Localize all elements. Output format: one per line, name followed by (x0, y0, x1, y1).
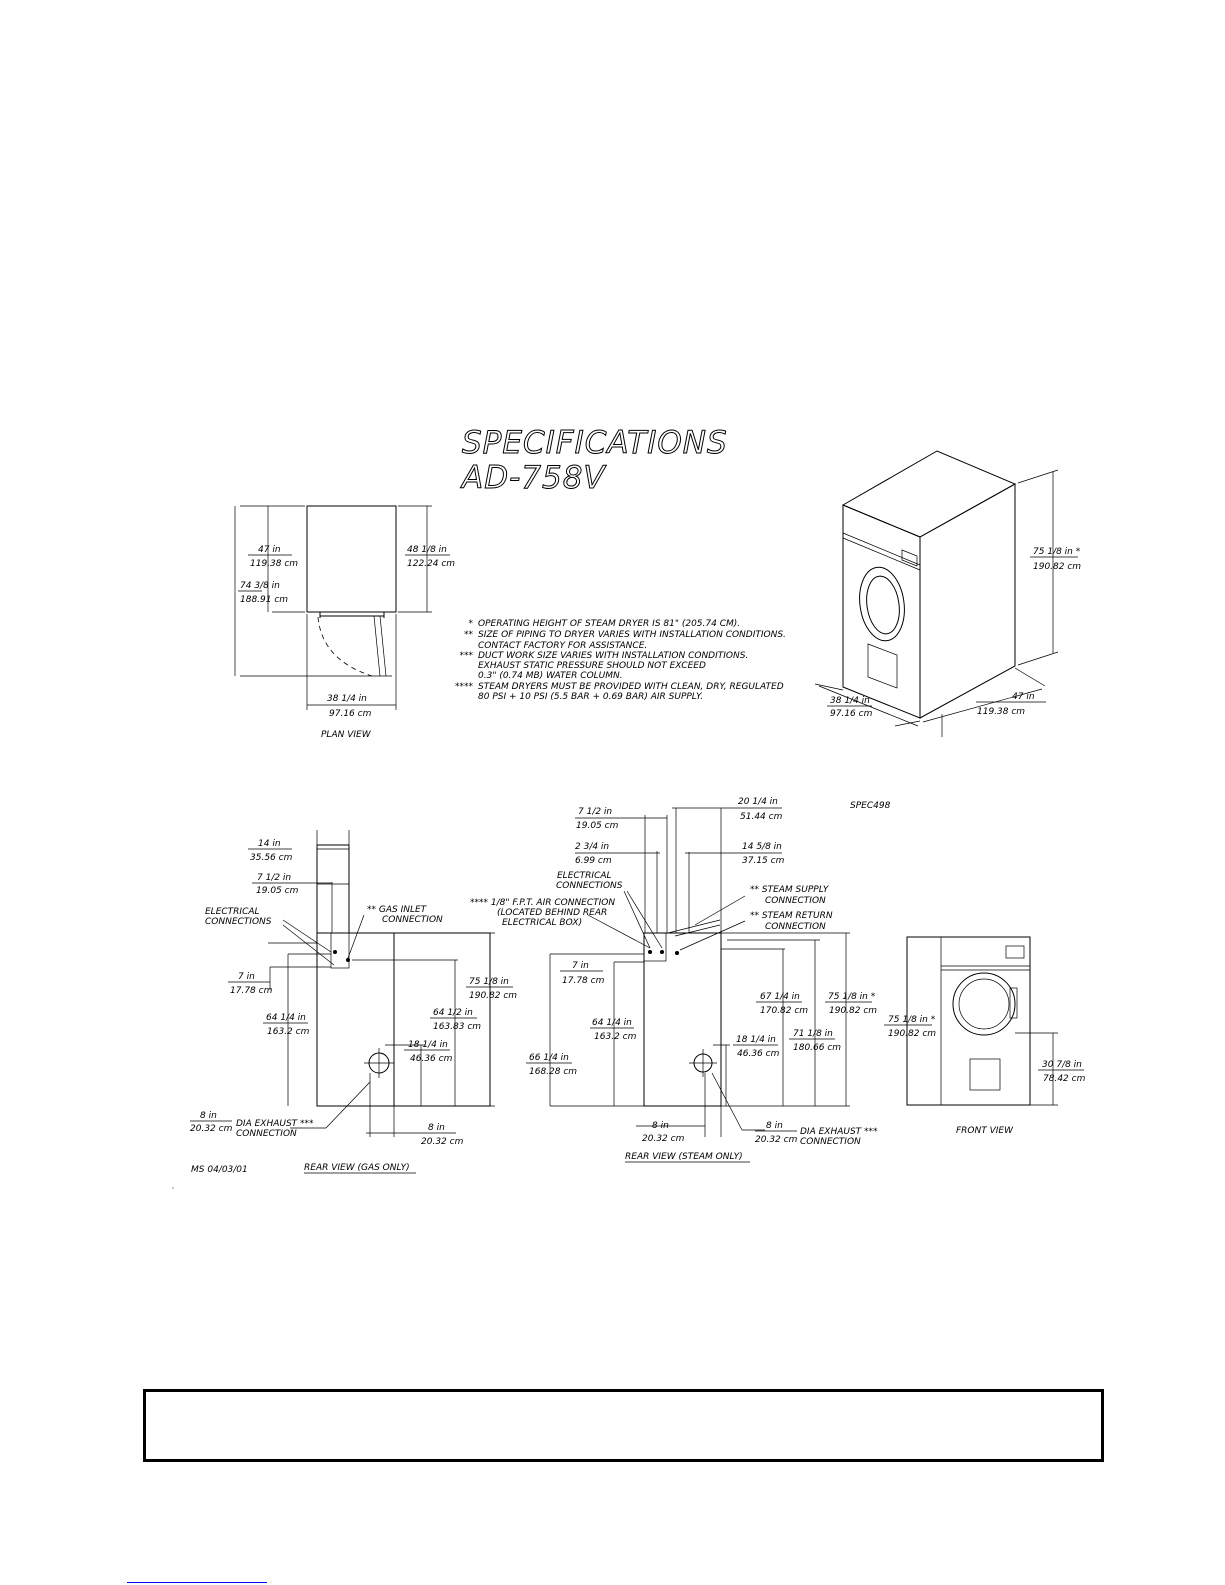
steam-h66-in: 66 1/4 in (529, 1053, 569, 1063)
footer-box (143, 1389, 1104, 1462)
gas-h64h-in: 64 1/2 in (433, 1008, 473, 1018)
steam-h64-in: 64 1/4 in (592, 1018, 632, 1028)
note-text-3: CONTACT FACTORY FOR ASSISTANCE. (478, 641, 648, 651)
note-text-5: EXHAUST STATIC PRESSURE SHOULD NOT EXCEED (478, 661, 706, 671)
note-mark-4: *** (459, 651, 473, 661)
steam-h66-cm: 168.28 cm (529, 1067, 578, 1077)
steam-exh-in: 8 in (766, 1121, 783, 1131)
gas-d8-in: 8 in (428, 1123, 445, 1133)
plan-width-cm: 97.16 cm (329, 709, 372, 719)
plan-view-label: PLAN VIEW (321, 730, 371, 740)
gas-d14-in: 14 in (258, 839, 281, 849)
steam-exh-label-1: DIA EXHAUST *** (800, 1127, 878, 1137)
gas-h64q-in: 64 1/4 in (266, 1013, 306, 1023)
gas-h64h-cm: 163.83 cm (433, 1022, 482, 1032)
gas-exh-in: 8 in (200, 1111, 217, 1121)
gas-h75-cm: 190.82 cm (469, 991, 518, 1001)
note-text-7: STEAM DRYERS MUST BE PROVIDED WITH CLEAN, DRY, REGULATED (478, 682, 784, 692)
isometric-view (815, 451, 1081, 737)
drawing-date: MS 04/03/01 (191, 1165, 248, 1175)
front-height-in: 75 1/8 in * (888, 1015, 936, 1025)
steam-h67-in: 67 1/4 in (760, 992, 800, 1002)
note-mark-1: * (468, 619, 473, 629)
gas-d14-cm: 35.56 cm (250, 853, 293, 863)
gas-d7h-cm: 19.05 cm (256, 886, 299, 896)
title-line-2: AD-758V (462, 460, 606, 496)
steam-h75-cm: 190.82 cm (829, 1006, 878, 1016)
gas-d7-cm: 17.78 cm (230, 986, 273, 996)
gas-exh-label-1: DIA EXHAUST *** (236, 1119, 314, 1129)
iso-depth-cm: 119.38 cm (977, 707, 1026, 717)
steam-h75-in: 75 1/8 in * (828, 992, 876, 1002)
plan-side-in: 48 1/8 in (407, 545, 447, 555)
steam-d7h-in: 7 1/2 in (578, 807, 613, 817)
plan-overall-in: 74 3/8 in (240, 581, 280, 591)
steam-h18-in: 18 1/4 in (736, 1035, 776, 1045)
plan-depth-cm: 119.38 cm (250, 559, 299, 569)
steam-supply-1: ** STEAM SUPPLY (750, 885, 829, 895)
steam-elec-2: CONNECTIONS (556, 881, 623, 891)
rear-view-gas (190, 830, 517, 1175)
front-view (884, 937, 1086, 1136)
steam-air-2: (LOCATED BEHIND REAR (497, 908, 608, 918)
plan-side-cm: 122.24 cm (407, 559, 456, 569)
steam-d14-in: 14 5/8 in (742, 842, 782, 852)
footer-rule (127, 1582, 267, 1583)
gas-d7-in: 7 in (238, 972, 255, 982)
steam-d14-cm: 37.15 cm (742, 856, 785, 866)
iso-depth-in: 47 in (1012, 692, 1035, 702)
steam-view-label: REAR VIEW (STEAM ONLY) (625, 1152, 743, 1162)
steam-exh-label-2: CONNECTION (800, 1137, 861, 1147)
iso-height-in: 75 1/8 in * (1033, 547, 1081, 557)
gas-elec-2: CONNECTIONS (205, 917, 272, 927)
steam-return-2: CONNECTION (765, 922, 826, 932)
gas-d8-cm: 20.32 cm (421, 1137, 464, 1147)
steam-h71-cm: 180.66 cm (793, 1043, 842, 1053)
front-depth-in: 30 7/8 in (1042, 1060, 1082, 1070)
note-mark-2: ** (464, 630, 473, 640)
spec-code: SPEC498 (850, 801, 891, 811)
steam-d7-cm: 17.78 cm (562, 976, 605, 986)
iso-width-cm: 97.16 cm (830, 709, 873, 719)
gas-exh-label-2: CONNECTION (236, 1129, 297, 1139)
rear-view-steam (470, 797, 878, 1162)
steam-d20-cm: 51.44 cm (740, 812, 783, 822)
iso-width-in: 38 1/4 in (830, 696, 870, 706)
steam-h67-cm: 170.82 cm (760, 1006, 809, 1016)
steam-d8-in: 8 in (652, 1121, 669, 1131)
steam-air-1: **** 1/8" F.P.T. AIR CONNECTION (470, 898, 616, 908)
steam-d2-in: 2 3/4 in (575, 842, 610, 852)
front-height-cm: 190.82 cm (888, 1029, 937, 1039)
iso-height-cm: 190.82 cm (1033, 562, 1082, 572)
gas-h18-cm: 46.36 cm (410, 1054, 453, 1064)
steam-d7h-cm: 19.05 cm (576, 821, 619, 831)
gas-d7h-in: 7 1/2 in (257, 873, 292, 883)
plan-width-in: 38 1/4 in (327, 694, 367, 704)
plan-overall-cm: 188.91 cm (240, 595, 289, 605)
note-text-1: OPERATING HEIGHT OF STEAM DRYER IS 81" (205.74 CM). (478, 619, 741, 629)
note-text-6: 0.3" (0.74 MB) WATER COLUMN. (478, 671, 623, 681)
front-view-label: FRONT VIEW (956, 1126, 1014, 1136)
steam-h71-in: 71 1/8 in (793, 1029, 833, 1039)
plan-depth-in: 47 in (258, 545, 281, 555)
steam-supply-2: CONNECTION (765, 896, 826, 906)
note-text-4: DUCT WORK SIZE VARIES WITH INSTALLATION CONDITIONS. (478, 651, 749, 661)
gas-inlet-1: ** GAS INLET (367, 905, 427, 915)
steam-air-3: ELECTRICAL BOX) (502, 918, 583, 928)
gas-elec-1: ELECTRICAL (205, 907, 260, 917)
steam-elec-1: ELECTRICAL (557, 871, 612, 881)
notes (455, 619, 786, 702)
gas-view-label: REAR VIEW (GAS ONLY) (304, 1163, 410, 1173)
steam-d20-in: 20 1/4 in (738, 797, 778, 807)
gas-h64q-cm: 163.2 cm (267, 1027, 310, 1037)
steam-d7-in: 7 in (572, 961, 589, 971)
note-mark-7: **** (455, 682, 473, 692)
steam-h18-cm: 46.36 cm (737, 1049, 780, 1059)
steam-return-1: ** STEAM RETURN (750, 911, 833, 921)
plan-view (235, 506, 455, 740)
steam-d8-cm: 20.32 cm (642, 1134, 685, 1144)
gas-h75-in: 75 1/8 in (469, 977, 509, 987)
gas-inlet-2: CONNECTION (382, 915, 443, 925)
front-depth-cm: 78.42 cm (1043, 1074, 1086, 1084)
note-text-2: SIZE OF PIPING TO DRYER VARIES WITH INSTALLATION CONDITIONS. (478, 630, 786, 640)
note-text-8: 80 PSI + 10 PSI (5.5 BAR + 0.69 BAR) AIR SUPPLY. (478, 692, 704, 702)
steam-d2-cm: 6.99 cm (575, 856, 612, 866)
steam-h64-cm: 163.2 cm (594, 1032, 637, 1042)
title-line-1: SPECIFICATIONS (462, 425, 728, 461)
gas-h18-in: 18 1/4 in (408, 1040, 448, 1050)
steam-exh-cm: 20.32 cm (755, 1135, 798, 1145)
gas-exh-cm: 20.32 cm (190, 1124, 233, 1134)
